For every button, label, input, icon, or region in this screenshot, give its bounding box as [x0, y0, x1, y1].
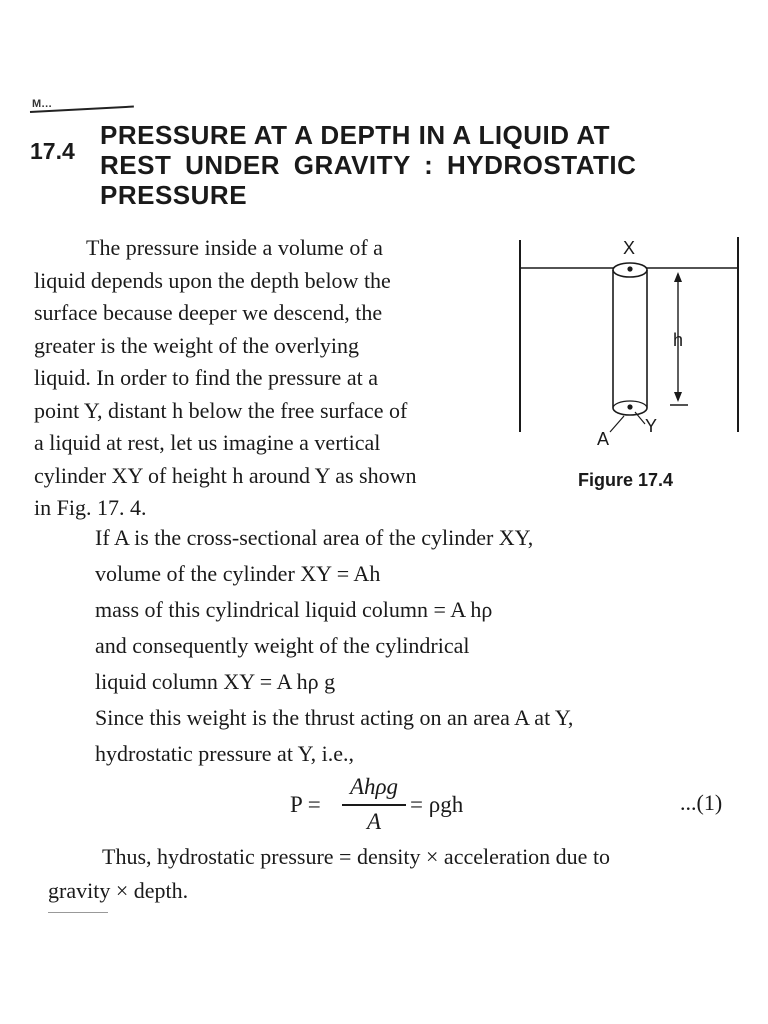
fraction-bar [342, 804, 406, 806]
paragraph-line: surface because deeper we descend, the [34, 300, 383, 325]
derivation-line: hydrostatic pressure at Y, i.e., [95, 741, 355, 766]
equation-lhs: P = [290, 792, 321, 817]
figure-label-y: Y [645, 416, 658, 436]
equation-rhs: = ρgh [410, 792, 464, 817]
conclusion-line: gravity × depth. [48, 878, 189, 903]
section-title [100, 120, 750, 210]
paragraph-line: liquid. In order to find the pressure at a [34, 365, 378, 390]
height-arrow-down-head [674, 392, 682, 402]
figure-diagram [518, 232, 748, 492]
equation-fraction [342, 772, 406, 836]
point-y-dot [627, 404, 632, 409]
paragraph-line: cylinder XY of height h around Y as shown [34, 462, 417, 488]
derivation-line: mass of this cylindrical liquid column = A hρ [95, 597, 493, 622]
conclusion-paragraph [48, 840, 748, 908]
paragraph-line: point Y, distant h below the free surface of [34, 397, 408, 423]
derivation-line: and consequently weight of the cylindrical [95, 633, 470, 658]
equation-denominator: A [366, 808, 382, 834]
paragraph-line: in Fig. 17. 4. [34, 495, 147, 520]
conclusion-line: Thus, hydrostatic pressure = density × acceleration due to [102, 844, 611, 869]
paragraph-line: The pressure inside a volume of a [86, 235, 383, 260]
cylinder-diagram [518, 232, 748, 472]
derivation-line: If A is the cross-sectional area of the cylinder XY, [95, 525, 534, 550]
figure-label-h: h [673, 330, 684, 350]
derivation-block [95, 520, 755, 772]
running-header-fragment: M… [32, 98, 53, 110]
paragraph-line: greater is the weight of the overlying [34, 332, 360, 358]
figure-label-x: X [623, 238, 636, 258]
height-arrow-up-head [674, 272, 682, 282]
equation-number: ...(1) [680, 790, 723, 815]
derivation-line: liquid column XY = A hρ g [95, 669, 336, 694]
bottom-rule [48, 912, 108, 913]
equation-numerator: Ahρg [349, 774, 399, 799]
derivation-line: volume of the cylinder XY = Ah [95, 561, 381, 586]
paragraph-line: a liquid at rest, let us imagine a vertical [34, 430, 381, 455]
label-a-pointer [610, 416, 624, 432]
figure-caption: Figure 17.4 [578, 470, 674, 490]
section-title-line: PRESSURE AT A DEPTH IN A LIQUID AT [100, 120, 611, 150]
paragraph-line: liquid depends upon the depth below the [34, 267, 391, 293]
section-title-line: REST UNDER GRAVITY : HYDROSTATIC [100, 150, 637, 180]
figure-label-a: A [597, 429, 610, 449]
derivation-line: Since this weight is the thrust acting on an area A at Y, [95, 705, 574, 730]
point-x-dot [627, 266, 632, 271]
intro-paragraph [34, 232, 509, 525]
section-title-line: PRESSURE [100, 180, 248, 210]
section-number: 17.4 [30, 138, 75, 164]
